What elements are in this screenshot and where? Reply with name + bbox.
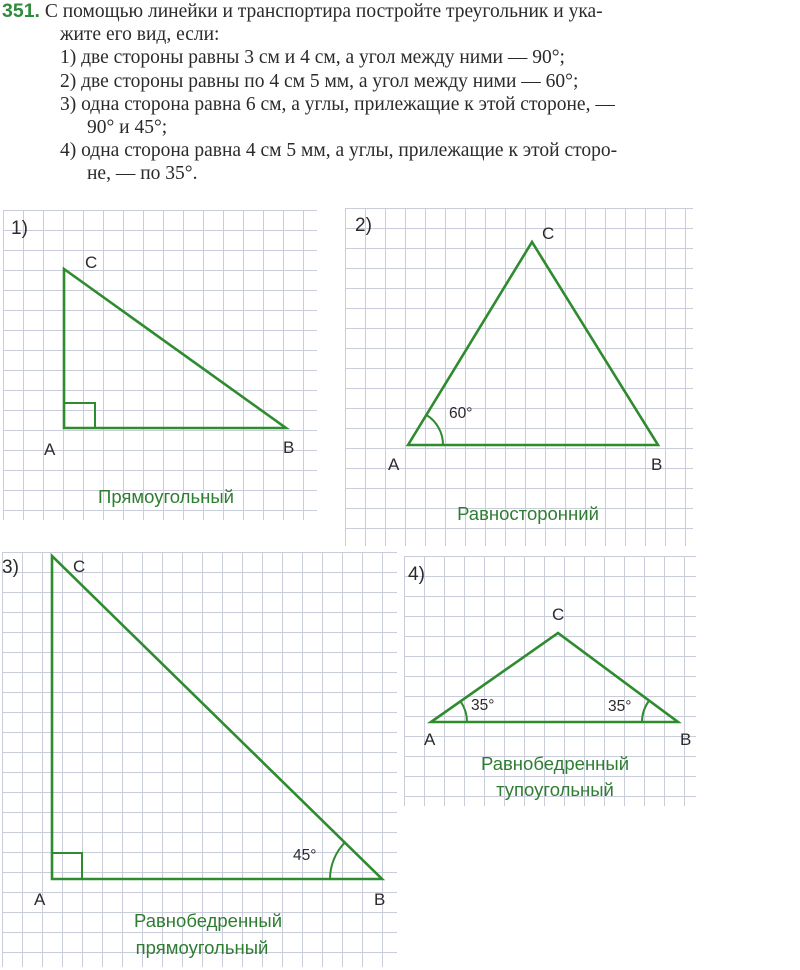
vertex-a-label: A xyxy=(34,890,46,909)
problem-item-2: 2) две стороны равны по 4 см 5 мм, а угол между ними — 60°; xyxy=(60,70,579,92)
problem-text: С помощью линейки и транспортира постройте треугольник и ука- xyxy=(44,1,603,22)
vertex-b-label: B xyxy=(680,730,692,749)
triangle-isosceles-right xyxy=(52,556,382,879)
vertex-c-label: C xyxy=(542,224,555,243)
problem-item-3-cont: 90° и 45°; xyxy=(87,116,168,138)
figure-1-panel xyxy=(3,210,317,520)
problem-number: 351. xyxy=(2,0,40,22)
vertex-c-label: C xyxy=(85,253,98,272)
figure-3-caption-line-1: Равнобедренный xyxy=(133,910,283,931)
figure-1-drawing xyxy=(3,210,317,520)
figure-4-caption-line-1: Равнобедренный xyxy=(480,753,630,774)
problem-item-1: 1) две стороны равны 3 см и 4 см, а угол между ними — 90°; xyxy=(60,47,565,69)
problem-item-4-cont: не, — по 35°. xyxy=(87,163,198,185)
vertex-b-label: B xyxy=(283,438,295,457)
vertex-c-label: C xyxy=(73,557,86,576)
figure-3-caption-line-2: прямоугольный xyxy=(135,937,269,958)
right-angle-mark xyxy=(64,403,95,428)
figure-1-number: 1) xyxy=(11,218,28,239)
figure-1-caption: Прямоугольный xyxy=(98,486,234,507)
problem-line-1 xyxy=(2,0,794,23)
triangle-isosceles-obtuse xyxy=(431,633,678,722)
problem-statement xyxy=(2,0,794,186)
vertex-c-label: C xyxy=(552,605,565,624)
vertex-b-label: B xyxy=(651,455,663,474)
figure-3-panel xyxy=(2,552,397,967)
triangle-equilateral xyxy=(408,242,658,445)
figure-2-drawing xyxy=(345,208,693,546)
problem-item-4: 4) одна сторона равна 4 см 5 мм, а углы, прилежащие к этой сторо- xyxy=(60,140,618,162)
triangle-right xyxy=(64,269,286,428)
figure-3-number: 3) xyxy=(2,557,19,578)
angle-b-arc xyxy=(330,842,345,879)
figure-2-panel xyxy=(345,208,693,546)
figure-4-number: 4) xyxy=(408,564,425,585)
figure-4-drawing xyxy=(404,556,696,806)
figure-2-number: 2) xyxy=(355,215,372,236)
figure-2-caption: Равносторонний xyxy=(457,503,599,524)
angle-a-arc xyxy=(461,701,468,722)
figure-3-drawing xyxy=(2,552,397,967)
angle-a-arc xyxy=(427,415,444,445)
figure-4-caption-line-2: тупоугольный xyxy=(496,779,614,800)
vertex-a-label: A xyxy=(44,440,56,459)
vertex-b-label: B xyxy=(374,890,386,909)
right-angle-mark xyxy=(52,853,82,879)
vertex-a-label: A xyxy=(388,455,400,474)
angle-b-label: 45° xyxy=(293,847,317,864)
figure-4-panel xyxy=(404,556,696,806)
problem-item-3: 3) одна сторона равна 6 см, а углы, прилежащие к этой стороне, — xyxy=(60,93,615,115)
angle-b-label: 35° xyxy=(608,698,632,715)
angle-b-arc xyxy=(642,701,649,722)
angle-a-label: 35° xyxy=(471,697,495,714)
vertex-a-label: A xyxy=(424,730,436,749)
angle-a-label: 60° xyxy=(449,405,473,422)
problem-line-2: жите его вид, если: xyxy=(60,24,220,46)
